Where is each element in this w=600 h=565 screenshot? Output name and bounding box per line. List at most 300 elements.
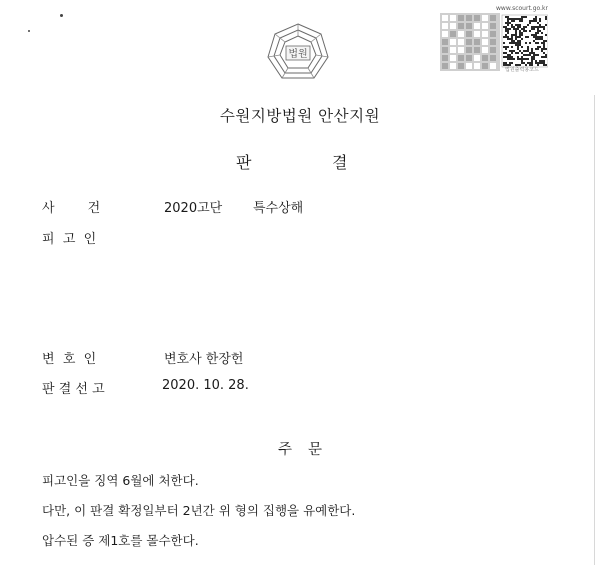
qr-module (539, 38, 541, 40)
qr-module (529, 62, 531, 64)
qr-module (537, 22, 539, 24)
qr-module (521, 34, 523, 36)
qr-cell (466, 15, 472, 21)
qr-module (531, 34, 533, 36)
qr-module (523, 58, 525, 60)
qr-module (527, 36, 529, 38)
qr-module (543, 64, 545, 66)
qr-module (517, 40, 519, 42)
qr-module (537, 28, 539, 30)
case-label: 사 건 (42, 201, 101, 216)
qr-module (531, 50, 533, 52)
qr-caption: 법원출력용코드 (505, 67, 539, 73)
qr-module (527, 46, 529, 48)
qr-module (529, 30, 531, 32)
qr-module (535, 38, 537, 40)
qr-module (505, 16, 507, 18)
qr-module (543, 52, 545, 54)
qr-module (505, 30, 507, 32)
qr-module (511, 62, 513, 64)
qr-cell (450, 31, 456, 37)
qr-module (515, 30, 517, 32)
qr-module (509, 42, 511, 44)
qr-module (505, 26, 507, 28)
qr-module (513, 50, 515, 52)
qr-cell (450, 55, 456, 61)
qr-module (511, 36, 513, 38)
qr-module (537, 26, 539, 28)
court-name: 수원지방법원 안산지원 (219, 107, 381, 125)
qr-module (523, 50, 525, 52)
qr-module (527, 58, 529, 60)
qr-module (539, 60, 541, 62)
qr-module (539, 20, 541, 22)
qr-cell (482, 55, 488, 61)
qr-module (531, 56, 533, 58)
qr-module (505, 22, 507, 24)
qr-module (509, 38, 511, 40)
qr-module (531, 52, 533, 54)
qr-module (513, 34, 515, 36)
qr-module (509, 54, 511, 56)
qr-module (545, 40, 547, 42)
qr-module (521, 60, 523, 62)
qr-module (519, 26, 521, 28)
qr-module (539, 36, 541, 38)
qr-module (531, 58, 533, 60)
qr-module (507, 36, 509, 38)
qr-module (511, 24, 513, 26)
qr-cell (442, 15, 448, 21)
qr-module (533, 20, 535, 22)
qr-cell (490, 39, 496, 45)
qr-module (527, 50, 529, 52)
qr-module (515, 18, 517, 20)
qr-cell (458, 55, 464, 61)
qr-module (533, 52, 535, 54)
qr-module (521, 62, 523, 64)
qr-module (517, 44, 519, 46)
defendant-label: 피 고 인 (42, 232, 97, 247)
qr-module (511, 52, 513, 54)
qr-module (517, 58, 519, 60)
qr-module (515, 44, 517, 46)
document-title-first: 판 (236, 153, 252, 172)
qr-cell (442, 31, 448, 37)
qr-module (509, 50, 511, 52)
qr-module (527, 54, 529, 56)
qr-module (541, 56, 543, 58)
qr-cell (450, 63, 456, 69)
qr-cell (474, 31, 480, 37)
qr-module (537, 32, 539, 34)
qr-module (523, 62, 525, 64)
qr-cell (474, 47, 480, 53)
qr-module (545, 18, 547, 20)
qr-module (511, 46, 513, 48)
qr-module (513, 28, 515, 30)
qr-module (505, 56, 507, 58)
qr-module (525, 58, 527, 60)
qr-module (537, 42, 539, 44)
qr-module (519, 50, 521, 52)
qr-cell (458, 63, 464, 69)
qr-module (541, 50, 543, 52)
qr-module (511, 58, 513, 60)
qr-cell (474, 63, 480, 69)
qr-cell (450, 47, 456, 53)
qr-module (543, 26, 545, 28)
qr-module (529, 54, 531, 56)
qr-module (539, 62, 541, 64)
qr-module (507, 32, 509, 34)
qr-module (525, 36, 527, 38)
qr-module (505, 48, 507, 50)
qr-module (507, 28, 509, 30)
qr-module (517, 56, 519, 58)
qr-cell (474, 39, 480, 45)
qr-module (535, 60, 537, 62)
qr-module (543, 48, 545, 50)
qr-module (525, 26, 527, 28)
qr-module (507, 54, 509, 56)
qr-module (507, 56, 509, 58)
qr-cell (490, 23, 496, 29)
qr-module (527, 62, 529, 64)
qr-module (541, 32, 543, 34)
qr-module (541, 60, 543, 62)
qr-module (537, 36, 539, 38)
qr-module (541, 48, 543, 50)
qr-module (513, 58, 515, 60)
qr-module (535, 26, 537, 28)
qr-module (507, 22, 509, 24)
qr-module (537, 30, 539, 32)
qr-cell (458, 15, 464, 21)
qr-module (537, 48, 539, 50)
qr-module (511, 50, 513, 52)
qr-module (525, 16, 527, 18)
qr-module (535, 20, 537, 22)
qr-module (511, 20, 513, 22)
qr-module (535, 16, 537, 18)
qr-code-block (440, 13, 548, 71)
scan-speck (28, 30, 30, 32)
qr-module (517, 24, 519, 26)
qr-module (517, 28, 519, 30)
qr-module (545, 16, 547, 18)
qr-module (525, 30, 527, 32)
qr-module (513, 40, 515, 42)
qr-module (541, 62, 543, 64)
verdict-date-value: 2020. 10. 28. (162, 378, 249, 393)
qr-module (535, 42, 537, 44)
qr-module (511, 38, 513, 40)
qr-cell (450, 39, 456, 45)
qr-module (545, 48, 547, 50)
qr-module (509, 28, 511, 30)
qr-module (543, 62, 545, 64)
qr-module (543, 44, 545, 46)
qr-module (531, 62, 533, 64)
qr-cell (482, 39, 488, 45)
qr-module (517, 48, 519, 50)
qr-module (539, 18, 541, 20)
qr-module (535, 36, 537, 38)
qr-module (523, 26, 525, 28)
qr-module (525, 54, 527, 56)
qr-module (503, 36, 505, 38)
qr-module (513, 26, 515, 28)
order-line-2: 다만, 이 판결 확정일부터 2년간 위 형의 집행을 유예한다. (42, 503, 356, 518)
qr-module (541, 42, 543, 44)
order-line-1: 피고인을 징역 6월에 처한다. (42, 473, 199, 488)
qr-module (537, 38, 539, 40)
qr-module (531, 48, 533, 50)
qr-module (515, 24, 517, 26)
qr-module (519, 32, 521, 34)
qr-module (511, 42, 513, 44)
qr-module (505, 62, 507, 64)
qr-cell (490, 47, 496, 53)
qr-module (507, 20, 509, 22)
qr-module (503, 62, 505, 64)
qr-module (533, 18, 535, 20)
qr-module (539, 30, 541, 32)
qr-module (521, 46, 523, 48)
qr-module (519, 44, 521, 46)
qr-module (519, 58, 521, 60)
qr-module (519, 20, 521, 22)
qr-module (541, 36, 543, 38)
qr-module (535, 34, 537, 36)
qr-module (535, 48, 537, 50)
qr-cell (474, 23, 480, 29)
qr-module (511, 26, 513, 28)
qr-cell (482, 15, 488, 21)
qr-module (521, 38, 523, 40)
qr-module (515, 28, 517, 30)
qr-module (535, 62, 537, 64)
case-number: 2020고단 (164, 201, 223, 216)
qr-cell (482, 47, 488, 53)
qr-module (531, 20, 533, 22)
qr-module (533, 58, 535, 60)
qr-cell (466, 39, 472, 45)
qr-module (545, 24, 547, 26)
qr-module (505, 52, 507, 54)
qr-module (533, 54, 535, 56)
qr-module (519, 30, 521, 32)
qr-module (543, 56, 545, 58)
qr-module (545, 54, 547, 56)
qr-module (521, 18, 523, 20)
qr-module (521, 32, 523, 34)
qr-module (513, 42, 515, 44)
qr-cell (490, 15, 496, 21)
qr-cell (466, 31, 472, 37)
qr-module (513, 18, 515, 20)
qr-module (537, 46, 539, 48)
qr-module (529, 42, 531, 44)
qr-module (521, 58, 523, 60)
qr-module (533, 56, 535, 58)
qr-module (535, 32, 537, 34)
qr-module (515, 32, 517, 34)
qr-module (511, 18, 513, 20)
qr-module (505, 28, 507, 30)
qr-cell (458, 31, 464, 37)
qr-module (533, 36, 535, 38)
qr-module (509, 22, 511, 24)
qr-cell (482, 23, 488, 29)
qr-module (539, 24, 541, 26)
qr-module (543, 40, 545, 42)
qr-module (533, 26, 535, 28)
qr-module (515, 52, 517, 54)
order-heading-first: 주 (278, 442, 293, 458)
qr-module (503, 42, 505, 44)
qr-module (545, 34, 547, 36)
qr-module (511, 34, 513, 36)
qr-module (523, 30, 525, 32)
qr-module (541, 38, 543, 40)
qr-module (503, 26, 505, 28)
qr-module (523, 16, 525, 18)
qr-module (519, 24, 521, 26)
qr-module (507, 38, 509, 40)
qr-module (537, 62, 539, 64)
qr-module (525, 42, 527, 44)
qr-module (545, 64, 547, 66)
qr-module (531, 26, 533, 28)
qr-module (507, 24, 509, 26)
qr-module (505, 46, 507, 48)
page-edge-line (594, 95, 595, 565)
qr-module (539, 46, 541, 48)
qr-module (527, 48, 529, 50)
qr-module (529, 52, 531, 54)
qr-cell (466, 55, 472, 61)
qr-module (507, 30, 509, 32)
qr-module (537, 54, 539, 56)
qr-cell (466, 47, 472, 53)
qr-module (507, 16, 509, 18)
qr-module (511, 56, 513, 58)
qr-module (527, 24, 529, 26)
qr-module (505, 36, 507, 38)
qr-module (521, 28, 523, 30)
qr-cell (458, 47, 464, 53)
qr-module (515, 34, 517, 36)
qr-module (509, 62, 511, 64)
qr-module (517, 46, 519, 48)
qr-module (515, 42, 517, 44)
qr-module (509, 58, 511, 60)
qr-module (529, 22, 531, 24)
qr-module (521, 16, 523, 18)
counsel-value: 변호사 한장헌 (164, 352, 244, 367)
qr-cell (442, 39, 448, 45)
qr-module (543, 46, 545, 48)
qr-cell (458, 23, 464, 29)
qr-module (503, 52, 505, 54)
qr-cell (458, 39, 464, 45)
scan-speck (60, 14, 63, 17)
qr-module (503, 56, 505, 58)
qr-url: www.scourt.go.kr (496, 5, 548, 12)
document-title-second: 결 (332, 153, 348, 172)
qr-module (535, 18, 537, 20)
verdict-date-label: 판 결 선 고 (42, 382, 105, 397)
order-heading-second: 문 (308, 442, 323, 458)
qr-module (511, 40, 513, 42)
qr-cell (450, 23, 456, 29)
qr-cell (474, 15, 480, 21)
qr-module (543, 60, 545, 62)
qr-module (513, 20, 515, 22)
qr-module (515, 36, 517, 38)
qr-module (517, 36, 519, 38)
qr-cell (482, 63, 488, 69)
counsel-label: 변 호 인 (42, 352, 97, 367)
qr-module (543, 42, 545, 44)
qr-module (509, 56, 511, 58)
qr-module (517, 42, 519, 44)
qr-module (509, 18, 511, 20)
qr-module (523, 54, 525, 56)
qr-module (535, 54, 537, 56)
qr-module (545, 56, 547, 58)
qr-module (517, 52, 519, 54)
qr-module (507, 46, 509, 48)
qr-cell (442, 63, 448, 69)
qr-module (517, 26, 519, 28)
qr-module (541, 26, 543, 28)
emblem-label: 법원 (288, 49, 308, 60)
qr-cell (450, 15, 456, 21)
qr-cell (466, 23, 472, 29)
qr-cell (490, 55, 496, 61)
qr-cell (466, 63, 472, 69)
qr-module (507, 58, 509, 60)
qr-module (521, 52, 523, 54)
qr-module (533, 28, 535, 30)
qr-cell (442, 55, 448, 61)
qr-module (533, 34, 535, 36)
court-emblem-icon (266, 22, 330, 84)
qr-module (529, 20, 531, 22)
qr-module (539, 26, 541, 28)
qr-module (519, 42, 521, 44)
qr-cell (442, 23, 448, 29)
qr-module (523, 28, 525, 30)
qr-module (505, 34, 507, 36)
qr-module (503, 46, 505, 48)
qr-module (519, 34, 521, 36)
qr-cell (490, 31, 496, 37)
qr-module (521, 20, 523, 22)
qr-module (519, 36, 521, 38)
qr-module (519, 18, 521, 20)
qr-module (543, 28, 545, 30)
qr-module (515, 38, 517, 40)
case-name: 특수상해 (253, 201, 304, 216)
qr-module (531, 28, 533, 30)
qr-module (507, 18, 509, 20)
qr-module (521, 56, 523, 58)
qr-cell (482, 31, 488, 37)
